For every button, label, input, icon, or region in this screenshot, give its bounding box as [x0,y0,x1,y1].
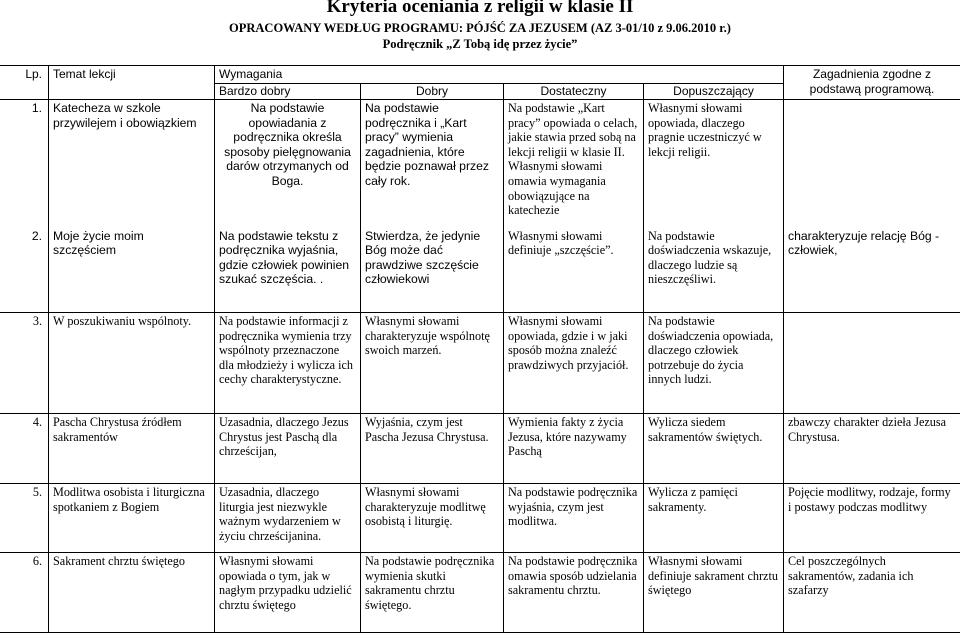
table-row [0,484,960,553]
row-program: zbawczy charakter dzieła Jezusa Chrystusa. [784,414,960,484]
row-topic: W poszukiwaniu wspólnoty. [49,313,215,414]
row-very-good: Na podstawie informacji z podręcznika wymienia trzy wspólnoty przeznaczone dla młodzieży i wylicza ich cechy charakterystyczne. [215,313,361,414]
row-program: Cel poszczególnych sakramentów, zadania ich szafarzy [784,553,960,633]
row-sufficient: Na podstawie „Kart pracy” opowiada o celach, jakie stawia przed sobą na lekcji religii w klasie II. Własnymi słowami omawia wymagania obowiązujące na katechezie [504,100,644,228]
textbook-line: Podręcznik „Z Tobą idę przez życie” [382,37,578,51]
col-good-header: Dobry [361,84,504,100]
row-program [784,100,960,228]
header-row [0,66,960,84]
row-good: Własnymi słowami charakteryzuje modlitwę osobistą i liturgię. [361,484,504,553]
row-acceptable: Własnymi słowami definiuje sakrament chrztu świętego [644,553,784,633]
col-requirements-header: Wymagania [215,66,784,84]
row-good: Wyjaśnia, czym jest Pascha Jezusa Chrystusa. [361,414,504,484]
row-good: Na podstawie podręcznika wymienia skutki sakramentu chrztu świętego. [361,553,504,633]
col-topic-header: Temat lekcji [49,66,215,100]
row-lp: 1. [0,100,49,228]
table-row [0,100,960,228]
row-very-good: Własnymi słowami opowiada o tym, jak w nagłym przypadku udzielić chrztu świętego [215,553,361,633]
col-sufficient-header: Dostateczny [504,84,644,100]
document-title: Kryteria oceniania z religii w klasie II [326,0,634,17]
row-program [784,313,960,414]
row-sufficient: Na podstawie podręcznika wyjaśnia, czym jest modlitwa. [504,484,644,553]
row-lp: 6. [0,553,49,633]
col-very-good-header: Bardzo dobry [215,84,361,100]
table-row [0,313,960,414]
row-lp: 3. [0,313,49,414]
program-line: OPRACOWANY WEDŁUG PROGRAMU: PÓJŚĆ ZA JEZUSEM (AZ 3-01/10 z 9.06.2010 r.) [229,21,731,35]
row-acceptable: Na podstawie doświadczenia opowiada, dlaczego człowiek potrzebuje do życia innych ludzi. [644,313,784,414]
row-very-good: Uzasadnia, dlaczego liturgia jest niezwykle ważnym wydarzeniem w życiu chrześcijanina. [215,484,361,553]
row-sufficient: Własnymi słowami opowiada, gdzie i w jaki sposób można znaleźć prawdziwych przyjaciół. [504,313,644,414]
row-sufficient: Wymienia fakty z życia Jezusa, które nazywamy Paschą [504,414,644,484]
row-very-good: Na podstawie opowiadania z podręcznika określa sposoby pielęgnowania darów otrzymanych od Boga. [215,100,361,228]
row-topic: Moje życie moim szczęściem [49,228,215,313]
row-acceptable: Wylicza siedem sakramentów świętych. [644,414,784,484]
row-sufficient: Własnymi słowami definiuje „szczęście”. [504,228,644,313]
row-topic: Katecheza w szkole przywilejem i obowiązkiem [49,100,215,228]
criteria-table [0,65,960,633]
row-lp: 5. [0,484,49,553]
row-acceptable: Własnymi słowami opowiada, dlaczego pragnie uczestniczyć w lekcji religii. [644,100,784,228]
col-acceptable-header: Dopuszczający [644,84,784,100]
row-very-good: Na podstawie tekstu z podręcznika wyjaśnia, gdzie człowiek powinien szukać szczęścia. . [215,228,361,313]
row-acceptable: Na podstawie doświadczenia wskazuje, dlaczego ludzie są nieszczęśliwi. [644,228,784,313]
col-lp-header: Lp. [0,66,49,100]
row-acceptable: Wylicza z pamięci sakramenty. [644,484,784,553]
col-program-header: Zagadnienia zgodne z podstawą programową. [784,66,960,100]
row-lp: 4. [0,414,49,484]
row-very-good: Uzasadnia, dlaczego Jezus Chrystus jest Paschą dla chrześcijan, [215,414,361,484]
row-topic: Pascha Chrystusa źródłem sakramentów [49,414,215,484]
row-program: Pojęcie modlitwy, rodzaje, formy i postawy podczas modlitwy [784,484,960,553]
row-good: Na podstawie podręcznika i „Kart pracy” wymienia zagadnienia, które będzie poznawał przez cały rok. [361,100,504,228]
table-row [0,414,960,484]
row-lp: 2. [0,228,49,313]
row-program: charakteryzuje relację Bóg - człowiek, [784,228,960,313]
row-topic: Sakrament chrztu świętego [49,553,215,633]
row-topic: Modlitwa osobista i liturgiczna spotkaniem z Bogiem [49,484,215,553]
table-row [0,553,960,633]
table-row [0,228,960,313]
row-good: Stwierdza, że jedynie Bóg może dać prawdziwe szczęście człowiekowi [361,228,504,313]
row-good: Własnymi słowami charakteryzuje wspólnotę swoich marzeń. [361,313,504,414]
row-sufficient: Na podstawie podręcznika omawia sposób udzielania sakramentu chrztu. [504,553,644,633]
